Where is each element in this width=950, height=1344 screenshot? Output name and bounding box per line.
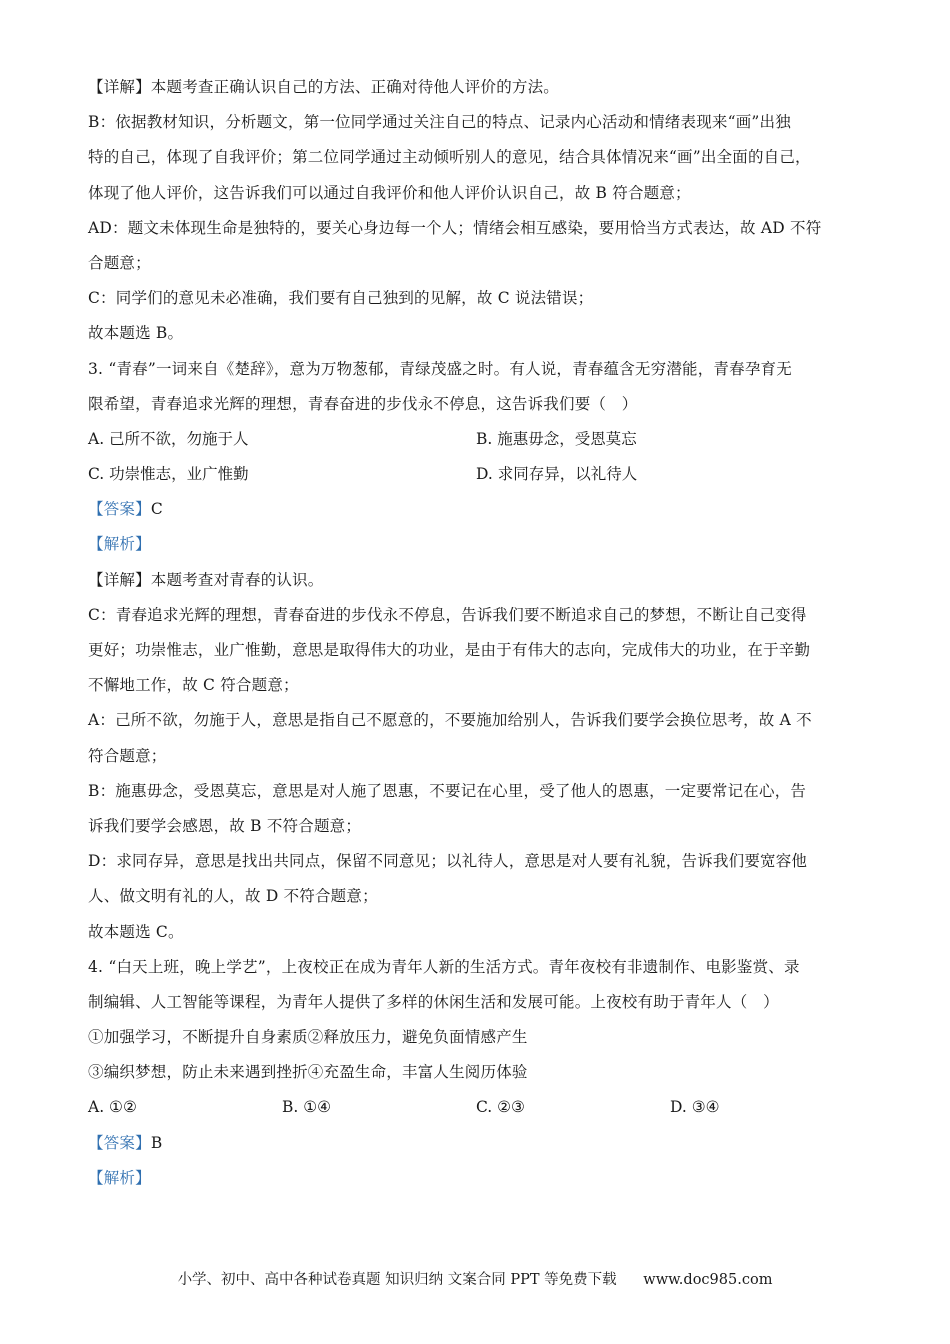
text-line: A：己所不欲，勿施于人，意思是指自己不愿意的，不要施加给别人，告诉我们要学会换位思考，故 A 不 [88,711,812,730]
question-3 [88,352,868,950]
option-row [88,457,868,492]
answer-value: C [150,500,163,519]
analysis-tag: 【解析】 [88,535,151,554]
footer-text: 小学、初中、高中各种试卷真题 知识归纳 文案合同 PPT 等免费下载 [177,1272,617,1288]
question-stem: ③编织梦想，防止未来遇到挫折④充盈生命，丰富人生阅历体验 [88,1063,528,1082]
answer-line [88,1126,868,1161]
option-row [88,422,868,457]
text-line: 特的自己，体现了自我评价；第二位同学通过主动倾听别人的意见，结合具体情况来“画”出全面的自己， [88,148,811,167]
text-line: 更好；功崇惟志，业广惟勤，意思是取得伟大的功业，是由于有伟大的志向，完成伟大的功业，在于辛勤 [88,641,811,659]
option-row [88,1090,868,1125]
text-line: 合题意； [88,253,151,272]
answer-tag: 【答案】 [88,500,151,519]
text-line: 体现了他人评价，这告诉我们可以通过自我评价和他人评价认识自己，故 B 符合题意； [88,183,691,202]
q2-detail-block [88,70,868,352]
page-footer [0,1268,950,1289]
option-d: D. ③④ [670,1098,720,1117]
text-line: B：施惠毋念，受恩莫忘，意思是对人施了恩惠，不要记在心里，受了他人的恩惠，一定要常记在心，告 [88,781,807,800]
analysis-line [88,527,868,562]
question-stem: 制编辑、人工智能等课程，为青年人提供了多样的休闲生活和发展可能。上夜校有助于青年人（ ） [88,992,779,1011]
question-stem: 3. “青春”一词来自《楚辞》，意为万物葱郁，青绿茂盛之时。有人说，青春蕴含无穷潜能，青春孕育无 [88,359,792,378]
answer-line [88,492,868,527]
question-stem: ①加强学习，不断提升自身素质②释放压力，避免负面情感产生 [88,1028,528,1047]
question-4 [88,950,868,1196]
question-stem: 4. “白天上班，晚上学艺”，上夜校正在成为青年人新的生活方式。青年夜校有非遗制作、电影鉴赏、录 [88,957,800,976]
text-line: AD：题文未体现生命是独特的，要关心身边每一个人；情绪会相互感染，要用恰当方式表达，故 AD 不符 [88,218,822,237]
text-line: 【详解】本题考查对青春的认识。 [88,570,324,589]
option-c: C. ②③ [476,1098,525,1117]
text-line: C：青春追求光辉的理想，青春奋进的步伐永不停息，告诉我们要不断追求自己的梦想，不断让自己变得 [88,605,807,624]
text-line: 人、做文明有礼的人，故 D 不符合题意； [88,887,378,906]
option-a: A. ①② [88,1098,137,1117]
option-a: A. 己所不欲，勿施于人 [88,429,249,448]
text-line: 诉我们要学会感恩，故 B 不符合题意； [88,816,362,835]
question-stem: 限希望，青春追求光辉的理想，青春奋进的步伐永不停息，这告诉我们要（ ） [88,394,638,413]
text-line: C：同学们的意见未必准确，我们要有自己独到的见解，故 C 说法错误； [88,289,594,308]
document-page [88,70,868,1196]
footer-url[interactable]: www.doc985.com [643,1272,773,1288]
text-line: 符合题意； [88,746,167,765]
answer-tag: 【答案】 [88,1133,151,1152]
analysis-tag: 【解析】 [88,1168,151,1187]
answer-value: B [150,1133,163,1152]
text-line: D：求同存异，意思是找出共同点，保留不同意见；以礼待人，意思是对人要有礼貌，告诉我们要宽容他 [88,852,808,871]
text-line: 故本题选 B。 [88,324,184,343]
option-d: D. 求同存异，以礼待人 [476,465,638,484]
analysis-line [88,1161,868,1196]
text-line: 不懈地工作，故 C 符合题意； [88,676,299,695]
option-b: B. 施惠毋念，受恩莫忘 [476,429,637,448]
text-line: B：依据教材知识，分析题文，第一位同学通过关注自己的特点、记录内心活动和情绪表现来“画”出独 [88,113,791,132]
text-line: 【详解】本题考查正确认识自己的方法、正确对待他人评价的方法。 [88,78,560,96]
option-b: B. ①④ [282,1098,332,1117]
text-line: 故本题选 C。 [88,922,184,941]
option-c: C. 功崇惟志，业广惟勤 [88,465,249,484]
